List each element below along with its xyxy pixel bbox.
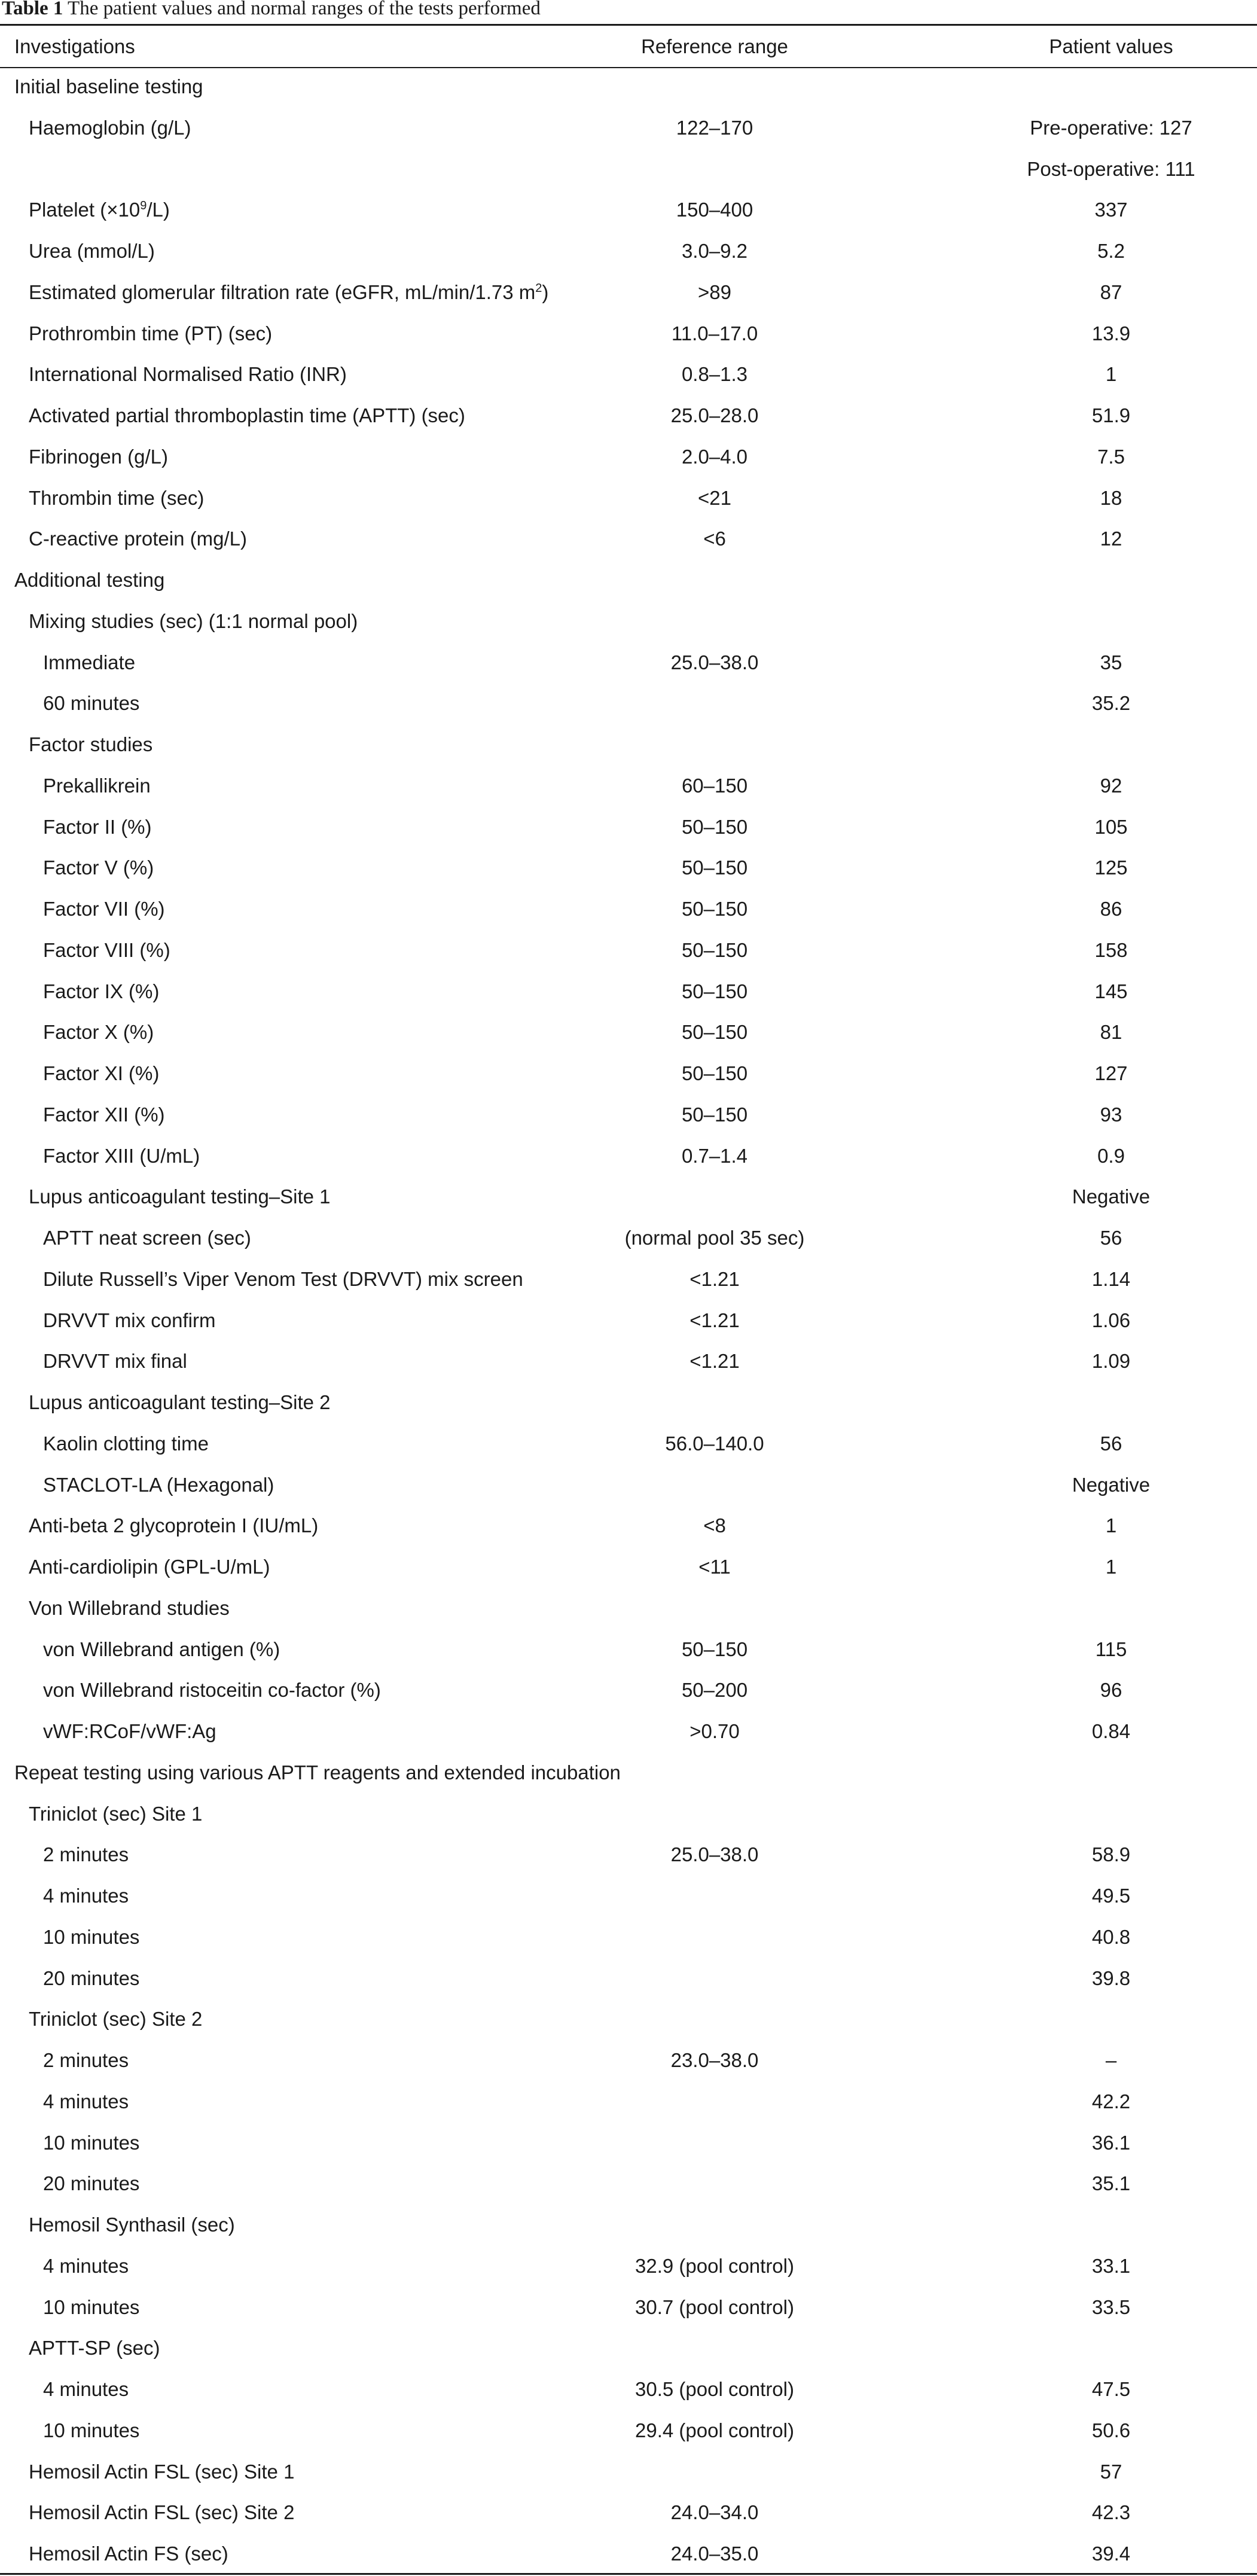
table-row — [0, 1341, 1257, 1382]
investigation-label: Mixing studies (sec) (1:1 normal pool) — [29, 609, 358, 632]
patient-value-cell: 7.5 — [1097, 445, 1125, 468]
investigation-cell — [43, 807, 152, 848]
investigation-cell — [43, 1629, 280, 1670]
table-row — [0, 848, 1257, 889]
investigation-cell — [29, 437, 168, 478]
table-row — [0, 2123, 1257, 2164]
investigation-cell — [29, 395, 465, 437]
investigation-label: Hemosil Actin FSL (sec) Site 1 — [29, 2460, 295, 2483]
investigation-label: Factor XII (%) — [43, 1103, 165, 1126]
investigation-cell — [14, 1752, 621, 1794]
patient-value-cell: 1.14 — [1091, 1267, 1131, 1290]
reference-range-cell: 11.0–17.0 — [671, 322, 758, 345]
investigation-label: Factor II (%) — [43, 815, 152, 838]
investigation-cell — [29, 2452, 294, 2493]
investigation-cell — [43, 1341, 187, 1382]
patient-value-cell: Negative — [1072, 1185, 1151, 1208]
reference-range-cell: 50–150 — [681, 815, 748, 838]
table-row — [0, 560, 1257, 601]
investigation-label: Factor VIII (%) — [43, 938, 170, 961]
investigation-label: DRVVT mix confirm — [43, 1309, 216, 1331]
investigation-cell — [43, 2246, 129, 2287]
reference-range-cell: <6 — [703, 528, 726, 550]
investigation-label: Hemosil Synthasil (sec) — [29, 2214, 235, 2236]
patient-value-cell: 0.84 — [1091, 1720, 1131, 1742]
investigation-label: 2 minutes — [43, 2049, 129, 2071]
reference-range-cell: 50–150 — [681, 980, 748, 1002]
investigation-label: Anti-beta 2 glycoprotein I (IU/mL) — [29, 1514, 319, 1537]
patient-value-cell: 57 — [1100, 2460, 1122, 2483]
investigation-label: 20 minutes — [43, 1967, 140, 1989]
patient-value-cell: 92 — [1100, 774, 1122, 797]
patient-value-cell: 51.9 — [1091, 404, 1131, 426]
investigation-label: 20 minutes — [43, 2172, 140, 2195]
investigation-cell — [43, 2040, 129, 2081]
table-row — [0, 2452, 1257, 2493]
table-row — [0, 1752, 1257, 1794]
investigation-label: Von Willebrand studies — [29, 1596, 230, 1619]
investigation-cell — [43, 2369, 129, 2410]
reference-range-cell: 25.0–28.0 — [670, 404, 759, 426]
investigation-cell — [29, 1547, 270, 1588]
table-row — [0, 1218, 1257, 1259]
investigation-label: vWF:RCoF/vWF:Ag — [43, 1720, 216, 1742]
reference-range-cell: <1.21 — [689, 1267, 740, 1290]
investigation-label: Immediate — [43, 651, 136, 673]
table-row — [0, 1794, 1257, 1835]
reference-range-cell: 25.0–38.0 — [670, 651, 759, 673]
table-row — [0, 1053, 1257, 1095]
table-row — [0, 2369, 1257, 2410]
reference-range-cell: >0.70 — [689, 1720, 740, 1742]
investigation-label: APTT neat screen (sec) — [43, 1227, 251, 1249]
investigation-label-suffix: /L) — [147, 199, 170, 221]
investigation-label: Factor XIII (U/mL) — [43, 1144, 200, 1167]
reference-range-cell: 50–150 — [681, 856, 748, 879]
investigation-cell — [29, 1505, 318, 1547]
table-row — [0, 1588, 1257, 1629]
table-row — [0, 683, 1257, 724]
investigation-cell — [43, 642, 135, 684]
table-row — [0, 478, 1257, 519]
table-row — [0, 190, 1257, 231]
reference-range-cell: 30.5 (pool control) — [635, 2378, 794, 2400]
reference-range-cell: 29.4 (pool control) — [635, 2419, 794, 2441]
header-investigations: Investigations — [14, 35, 135, 57]
investigation-cell — [43, 971, 159, 1013]
table-row — [0, 1176, 1257, 1218]
investigation-label: 2 minutes — [43, 1843, 129, 1866]
table-row — [0, 642, 1257, 684]
investigation-cell — [29, 2534, 228, 2575]
investigation-label: 4 minutes — [43, 2378, 129, 2400]
investigation-cell — [29, 1588, 230, 1629]
reference-range-cell: 24.0–34.0 — [670, 2501, 759, 2524]
investigation-label: International Normalised Ratio (INR) — [29, 363, 347, 386]
investigation-cell — [43, 2410, 139, 2452]
investigation-label: Platelet (×10 — [29, 199, 141, 221]
investigation-cell — [29, 601, 358, 642]
table-row — [0, 1834, 1257, 1876]
investigation-cell — [29, 1794, 202, 1835]
table-row — [0, 1300, 1257, 1342]
patient-value-cell: 13.9 — [1091, 322, 1131, 345]
reference-range-cell: (normal pool 35 sec) — [624, 1227, 805, 1249]
patient-value-cell: 337 — [1094, 199, 1128, 221]
table-row — [0, 2287, 1257, 2328]
reference-range-cell: 30.7 (pool control) — [635, 2295, 794, 2318]
investigation-cell — [43, 1958, 139, 1999]
patient-value-cell: 5.2 — [1097, 240, 1125, 262]
patient-value-cell: 1.06 — [1091, 1309, 1131, 1331]
patient-value-cell: 115 — [1095, 1638, 1127, 1660]
reference-range-cell: <1.21 — [689, 1309, 740, 1331]
investigation-cell — [43, 1876, 129, 1917]
investigation-label: Hemosil Actin FS (sec) — [29, 2543, 228, 2565]
investigation-label: Factor IX (%) — [43, 980, 160, 1002]
investigation-cell — [43, 1053, 159, 1095]
patient-value-cell: 1.09 — [1091, 1350, 1131, 1373]
table-row — [0, 437, 1257, 478]
table-caption-label: Table 1 — [2, 0, 63, 19]
investigation-label: 4 minutes — [43, 1885, 129, 1907]
investigation-cell — [29, 478, 204, 519]
patient-value-cell: 56 — [1100, 1432, 1122, 1455]
investigation-cell — [43, 1834, 129, 1876]
table-row — [0, 1876, 1257, 1917]
table-row — [0, 1465, 1257, 1506]
investigation-label: Additional testing — [14, 569, 165, 591]
patient-value-cell: – — [1105, 2049, 1117, 2071]
patient-value-cell: 39.4 — [1091, 2543, 1131, 2565]
investigation-cell — [43, 2287, 139, 2328]
patient-value-cell: 87 — [1100, 281, 1122, 303]
reference-range-cell: 56.0–140.0 — [665, 1432, 764, 1455]
table-row — [0, 601, 1257, 642]
patient-value-cell: 33.1 — [1091, 2254, 1131, 2277]
table-row — [0, 1505, 1257, 1547]
investigation-label: DRVVT mix final — [43, 1350, 187, 1373]
reference-range-cell: 3.0–9.2 — [681, 240, 748, 262]
table-header-row — [0, 26, 1257, 67]
investigation-cell — [29, 1176, 331, 1218]
investigation-cell — [43, 1136, 200, 1177]
patient-value-cell: 1 — [1105, 363, 1117, 386]
reference-range-cell: 60–150 — [681, 774, 748, 797]
patient-value-cell: Pre-operative: 127 — [1030, 116, 1192, 139]
investigation-label: Factor V (%) — [43, 856, 154, 879]
investigation-cell — [29, 108, 191, 149]
investigation-label: 4 minutes — [43, 2090, 129, 2112]
reference-range-cell: 50–150 — [681, 898, 748, 920]
table-row — [0, 1917, 1257, 1958]
patient-value-cell: 42.3 — [1091, 2501, 1131, 2524]
table-caption-text: The patient values and normal ranges of the tests performed — [63, 0, 541, 19]
table-row — [0, 2534, 1257, 2575]
reference-range-cell: 25.0–38.0 — [670, 1843, 759, 1866]
patient-value-cell: 1 — [1105, 1514, 1117, 1537]
investigation-label: Factor VII (%) — [43, 898, 165, 920]
investigation-label: 10 minutes — [43, 2419, 140, 2441]
investigation-cell — [43, 1300, 216, 1342]
investigation-label: 60 minutes — [43, 692, 140, 715]
table-row — [0, 231, 1257, 272]
reference-range-cell: <1.21 — [689, 1350, 740, 1373]
table-row — [0, 2163, 1257, 2205]
investigation-label: Fibrinogen (g/L) — [29, 445, 168, 468]
table-row — [0, 766, 1257, 807]
table-row — [0, 1382, 1257, 1423]
investigation-label: Activated partial thromboplastin time (APTT) (sec) — [29, 404, 465, 426]
investigation-cell — [43, 930, 170, 971]
reference-range-cell: 0.7–1.4 — [681, 1144, 748, 1167]
investigation-cell — [43, 1218, 251, 1259]
patient-value-cell: 158 — [1094, 938, 1128, 961]
investigation-cell — [43, 2123, 139, 2164]
investigation-cell — [43, 1670, 381, 1711]
investigation-cell — [43, 766, 151, 807]
patient-value-cell: 35 — [1100, 651, 1122, 673]
investigation-cell — [43, 2081, 129, 2123]
reference-range-cell: 150–400 — [676, 199, 753, 221]
investigation-label: Prothrombin time (PT) (sec) — [29, 322, 273, 345]
table-row — [0, 395, 1257, 437]
reference-range-cell: 50–150 — [681, 938, 748, 961]
investigation-cell — [43, 1465, 274, 1506]
reference-range-cell: 50–150 — [681, 1021, 748, 1044]
investigation-cell — [43, 1095, 165, 1136]
investigation-label: Lupus anticoagulant testing–Site 2 — [29, 1391, 331, 1413]
investigation-label: 4 minutes — [43, 2254, 129, 2277]
table-row — [0, 2246, 1257, 2287]
table-caption — [2, 0, 541, 22]
patient-value-cell: 39.8 — [1091, 1967, 1131, 1989]
table-row — [0, 724, 1257, 766]
investigation-label: Prekallikrein — [43, 774, 151, 797]
investigation-cell — [29, 190, 170, 231]
patient-value-cell: 127 — [1094, 1062, 1128, 1084]
table-row — [0, 1136, 1257, 1177]
investigation-label: Urea (mmol/L) — [29, 240, 155, 262]
table-row — [0, 108, 1257, 149]
reference-range-cell: 50–200 — [681, 1679, 748, 1702]
table-row — [0, 1547, 1257, 1588]
reference-range-cell: <8 — [703, 1514, 726, 1537]
table-row — [0, 149, 1257, 190]
investigation-label: von Willebrand antigen (%) — [43, 1638, 280, 1660]
investigation-cell — [29, 354, 347, 395]
reference-range-cell: 2.0–4.0 — [681, 445, 748, 468]
investigation-cell — [29, 2492, 294, 2534]
table-row — [0, 2081, 1257, 2123]
investigation-cell — [43, 683, 139, 724]
investigation-label: Lupus anticoagulant testing–Site 1 — [29, 1185, 331, 1208]
patient-value-cell: 42.2 — [1091, 2090, 1131, 2112]
table-row — [0, 272, 1257, 313]
table-body — [0, 66, 1257, 2575]
table-row — [0, 1012, 1257, 1053]
investigation-cell — [29, 2205, 235, 2246]
table-row — [0, 354, 1257, 395]
investigation-cell — [29, 2328, 160, 2369]
investigation-superscript: 2 — [535, 281, 542, 295]
patient-value-cell: 93 — [1100, 1103, 1122, 1126]
reference-range-cell: <21 — [698, 486, 731, 509]
table-row — [0, 1423, 1257, 1465]
table-row — [0, 807, 1257, 848]
investigation-cell — [43, 1259, 523, 1300]
investigation-cell — [29, 1999, 202, 2040]
patient-value-cell: 0.9 — [1097, 1144, 1125, 1167]
investigation-label: Haemoglobin (g/L) — [29, 116, 191, 139]
investigation-cell — [43, 848, 154, 889]
table-row — [0, 1999, 1257, 2040]
patient-value-cell: 86 — [1100, 898, 1122, 920]
reference-range-cell: 0.8–1.3 — [681, 363, 748, 386]
investigation-label: Dilute Russell’s Viper Venom Test (DRVVT) mix screen — [43, 1267, 523, 1290]
investigation-cell — [29, 313, 272, 355]
patient-value-cell: 50.6 — [1091, 2419, 1131, 2441]
investigation-cell — [43, 1917, 139, 1958]
investigation-label: Initial baseline testing — [14, 75, 203, 97]
investigation-cell — [43, 1423, 209, 1465]
table-row — [0, 1629, 1257, 1670]
patient-value-cell: 35.1 — [1091, 2172, 1131, 2195]
investigation-cell — [14, 560, 164, 601]
table-row — [0, 1670, 1257, 1711]
investigation-cell — [29, 272, 548, 313]
patient-value-cell: 105 — [1094, 815, 1128, 838]
table-row — [0, 971, 1257, 1013]
investigation-cell — [43, 2163, 139, 2205]
investigation-label: Estimated glomerular filtration rate (eGFR, mL/min/1.73 m — [29, 281, 536, 303]
investigation-label: Repeat testing using various APTT reagents and extended incubation — [14, 1761, 621, 1784]
patient-value-cell: 40.8 — [1091, 1925, 1131, 1948]
investigation-label: 10 minutes — [43, 1925, 140, 1948]
investigation-label: APTT-SP (sec) — [29, 2337, 160, 2359]
table-row — [0, 313, 1257, 355]
investigation-label: Thrombin time (sec) — [29, 486, 205, 509]
investigation-label: 10 minutes — [43, 2295, 140, 2318]
investigation-cell — [29, 231, 155, 272]
table-row — [0, 2205, 1257, 2246]
reference-range-cell: 23.0–38.0 — [670, 2049, 759, 2071]
reference-range-cell: 50–150 — [681, 1103, 748, 1126]
investigation-label: Kaolin clotting time — [43, 1432, 209, 1455]
investigation-cell — [29, 519, 247, 560]
reference-range-cell: <11 — [698, 1556, 731, 1578]
table-row — [0, 1259, 1257, 1300]
table-row — [0, 1958, 1257, 1999]
table-row — [0, 1711, 1257, 1752]
table-row — [0, 2328, 1257, 2369]
patient-value-cell: 12 — [1100, 528, 1122, 550]
investigation-cell — [43, 889, 165, 930]
reference-range-cell: >89 — [698, 281, 731, 303]
investigation-superscript: 9 — [140, 199, 147, 213]
reference-range-cell: 122–170 — [676, 116, 753, 139]
patient-value-cell: 56 — [1100, 1227, 1122, 1249]
investigation-label: Triniclot (sec) Site 1 — [29, 1802, 203, 1825]
table-row — [0, 2410, 1257, 2452]
table-row — [0, 889, 1257, 930]
investigation-label: STACLOT-LA (Hexagonal) — [43, 1473, 274, 1496]
table-row — [0, 66, 1257, 108]
investigation-cell — [29, 1382, 331, 1423]
investigation-label: Hemosil Actin FSL (sec) Site 2 — [29, 2501, 295, 2524]
patient-value-cell: 145 — [1094, 980, 1128, 1002]
investigation-cell — [14, 66, 203, 108]
patient-value-cell: Post-operative: 111 — [1027, 157, 1195, 180]
investigation-label: von Willebrand ristoceitin co-factor (%) — [43, 1679, 381, 1702]
table-bottom-rule — [0, 2573, 1257, 2575]
patient-value-cell: 35.2 — [1091, 692, 1131, 715]
header-reference-range: Reference range — [641, 35, 788, 57]
patient-value-cell: 33.5 — [1091, 2295, 1131, 2318]
investigation-label: 10 minutes — [43, 2131, 140, 2154]
patient-value-cell: 81 — [1100, 1021, 1122, 1044]
reference-range-cell: 32.9 (pool control) — [635, 2254, 794, 2277]
reference-range-cell: 24.0–35.0 — [670, 2543, 759, 2565]
table-row — [0, 519, 1257, 560]
table-row — [0, 2492, 1257, 2534]
table-row — [0, 2040, 1257, 2081]
patient-value-cell: 125 — [1094, 856, 1128, 879]
reference-range-cell: 50–150 — [681, 1638, 748, 1660]
patient-value-cell: 18 — [1100, 486, 1122, 509]
header-patient-values: Patient values — [1049, 35, 1173, 57]
table-row — [0, 930, 1257, 971]
investigation-label: Factor studies — [29, 733, 153, 755]
investigation-label: Anti-cardiolipin (GPL-U/mL) — [29, 1556, 270, 1578]
investigation-label: C-reactive protein (mg/L) — [29, 528, 247, 550]
investigation-cell — [43, 1711, 216, 1752]
table-row — [0, 1095, 1257, 1136]
patient-value-cell: 96 — [1100, 1679, 1122, 1702]
reference-range-cell: 50–150 — [681, 1062, 748, 1084]
patient-value-cell: 1 — [1105, 1556, 1117, 1578]
investigation-cell — [43, 1012, 154, 1053]
patient-value-cell: 58.9 — [1091, 1843, 1131, 1866]
investigation-label-suffix: ) — [542, 281, 549, 303]
patient-value-cell: 36.1 — [1091, 2131, 1131, 2154]
investigation-label: Triniclot (sec) Site 2 — [29, 2008, 203, 2031]
investigation-label: Factor X (%) — [43, 1021, 154, 1044]
investigation-cell — [29, 724, 152, 766]
patient-value-cell: Negative — [1072, 1473, 1151, 1496]
patient-value-cell: 47.5 — [1091, 2378, 1131, 2400]
patient-value-cell: 49.5 — [1091, 1885, 1131, 1907]
investigation-label: Factor XI (%) — [43, 1062, 160, 1084]
